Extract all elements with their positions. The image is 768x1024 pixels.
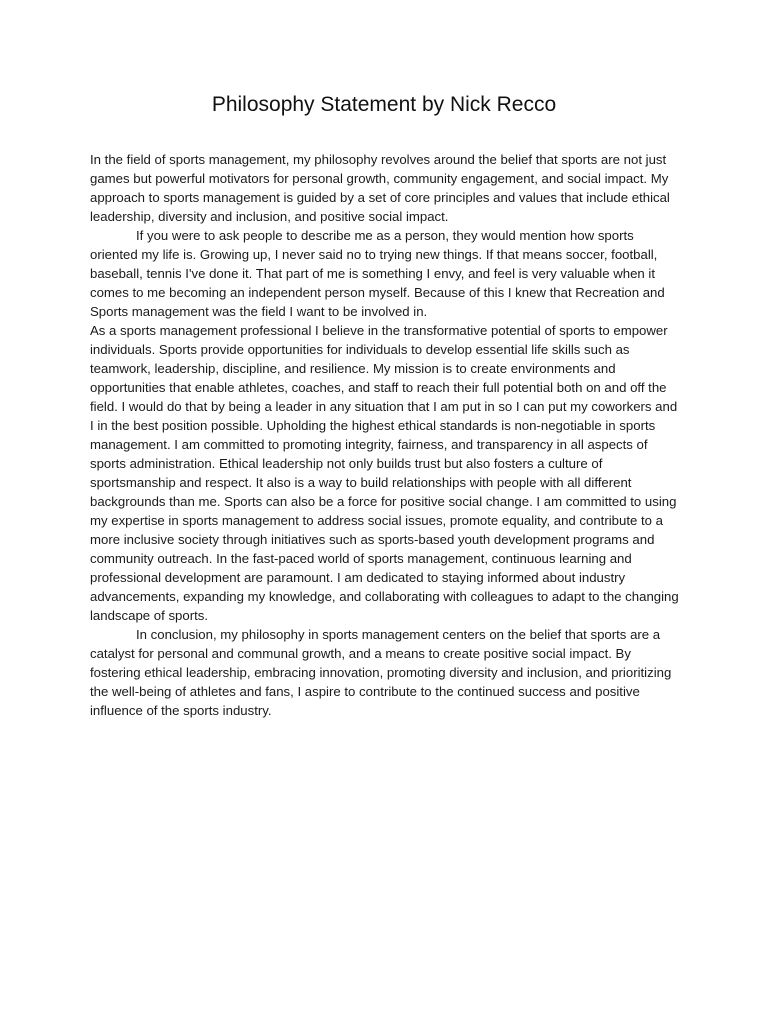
paragraph-personal: If you were to ask people to describe me as a person, they would mention how sports oriented my life is. Growing up, I never said no to trying new things. If that means soccer, football, baseball, tennis I've done it. That part of me is something I envy, and feel is very valuable when it comes to me becoming an independent person myself. Because of this I knew that Recreation and Sports management was the field I want to be involved in. (90, 228, 665, 319)
paragraph-intro: In the field of sports management, my philosophy revolves around the belief that sports are not just games but powerful motivators for personal growth, community engagement, and social impact. My approach to sports management is guided by a set of core principles and values that include ethical leadership, diversity and inclusion, and positive social impact. (90, 152, 670, 224)
paragraph-conclusion: In conclusion, my philosophy in sports management centers on the belief that sports are a catalyst for personal and communal growth, and a means to create positive social impact. By fostering ethical leadership, embracing innovation, promoting diversity and inclusion, and prioritizing the well-being of athletes and fans, I aspire to contribute to the continued success and positive influence of the sports industry. (90, 627, 672, 718)
document-body (90, 150, 680, 720)
paragraph-professional: As a sports management professional I believe in the transformative potential of sports to empower individuals. Sports provide opportunities for individuals to develop essential life skills such as teamwork, leadership, discipline, and resilience. My mission is to create environments and opportunities that enable athletes, coaches, and staff to reach their full potential both on and off the field. I would do that by being a leader in any situation that I am put in so I can put my coworkers and I in the best position possible. Upholding the highest ethical standards is non-negotiable in sports management. I am committed to promoting integrity, fairness, and transparency in all aspects of sports administration. Ethical leadership not only builds trust but also fosters a culture of sportsmanship and respect. It also is a way to build relationships with people with all different backgrounds than me. Sports can also be a force for positive social change. I am committed to using my expertise in sports management to address social issues, promote equality, and contribute to a more inclusive society through initiatives such as sports-based youth development programs and community outreach. In the fast-paced world of sports management, continuous learning and professional development are paramount. I am dedicated to staying informed about industry advancements, expanding my knowledge, and collaborating with colleagues to adapt to the changing landscape of sports. (90, 323, 679, 623)
page-title: Philosophy Statement by Nick Recco (211, 93, 557, 116)
